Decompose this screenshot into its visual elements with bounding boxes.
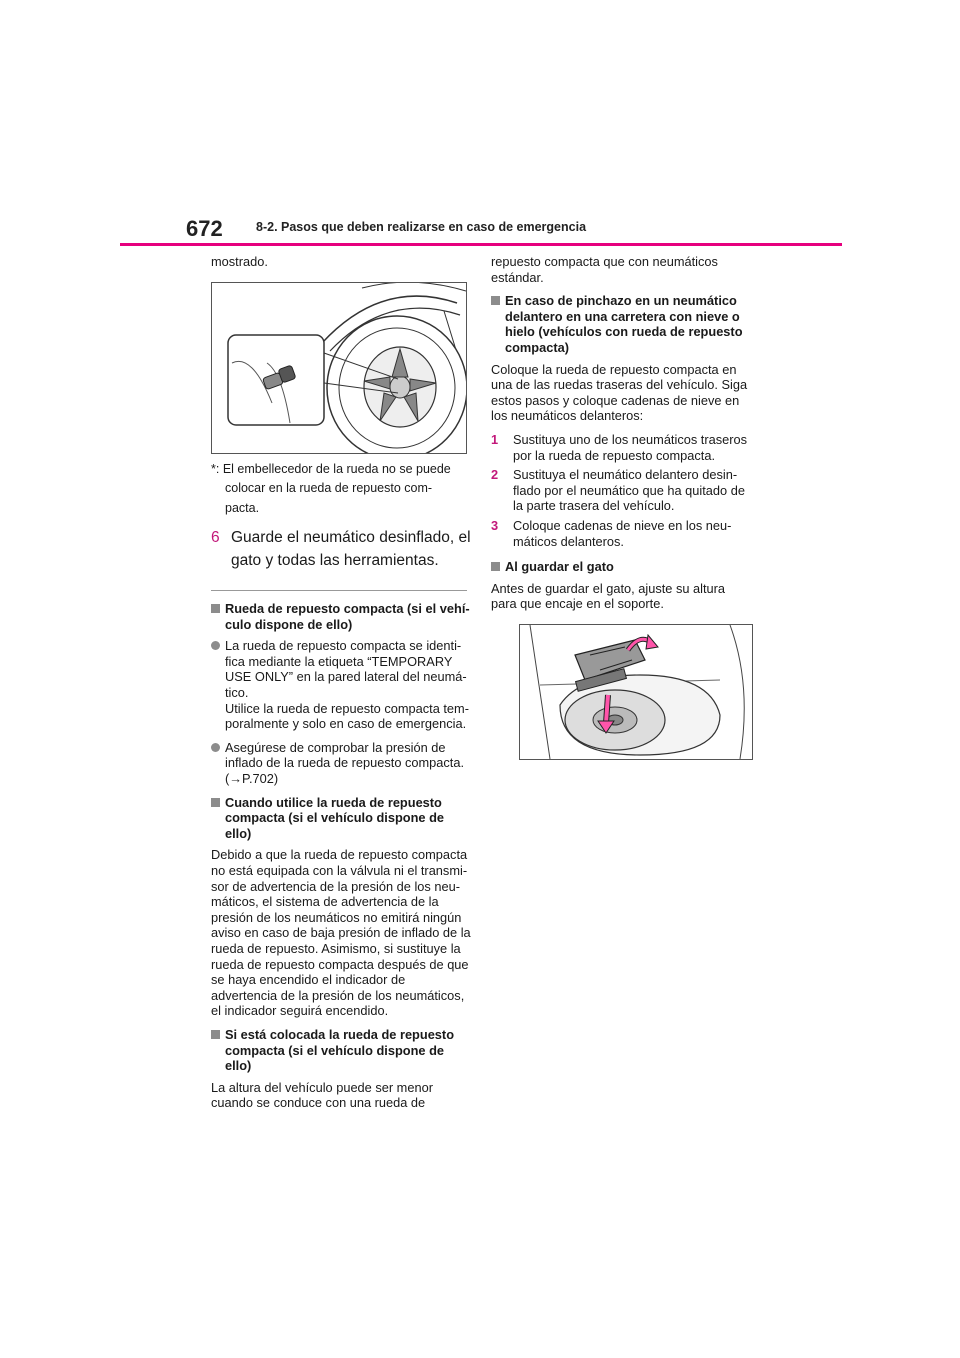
square-bullet-icon <box>211 604 220 613</box>
numbered-step <box>491 432 753 463</box>
bullet-text: Utilice la rueda de repuesto compacta tem-poralmente y solo en caso de emergencia. <box>225 700 469 732</box>
subheading-text: Rueda de repuesto compacta (si el vehí-culo dispone de ello) <box>225 601 470 632</box>
right-column <box>491 254 753 766</box>
square-bullet-icon <box>491 562 500 571</box>
left-column <box>211 254 473 1119</box>
wheel-illustration-icon <box>212 283 466 453</box>
step-number: 6 <box>211 529 220 547</box>
subheading-storing-jack <box>491 559 753 575</box>
step-text: Coloque cadenas de nieve en los neu-máticos delanteros. <box>513 517 732 549</box>
wheel-figure <box>211 282 467 454</box>
paragraph: repuesto compacta que con neumáticos estándar. <box>491 254 718 285</box>
subheading-text: En caso de pinchazo en un neumático delantero en una carretera con nieve o hielo (vehículos con rueda de repuesto compacta) <box>505 293 743 355</box>
footnote-mark: *: <box>211 461 220 476</box>
step-text: Sustituya uno de los neumáticos traseros por la rueda de repuesto compacta. <box>513 431 748 463</box>
subheading-text: Si está colocada la rueda de repuesto compacta (si el vehículo dispone de ello) <box>225 1026 455 1074</box>
header-rule <box>120 243 842 246</box>
bullet-text: Asegúrese de comprobar la presión de inflado de la rueda de repuesto compacta. (→P.702) <box>225 739 465 787</box>
footnote-line-3: pacta. <box>225 500 260 515</box>
intro-text: mostrado. <box>211 254 268 269</box>
paragraph: La altura del vehículo puede ser menor cuando se conduce con una rueda de <box>211 1079 433 1111</box>
step-number: 1 <box>491 431 499 447</box>
paragraph: Coloque la rueda de repuesto compacta en una de las ruedas traseras del vehículo. Siga estos pasos y coloque cadenas de nieve en los neumáticos delanteros: <box>491 361 748 424</box>
square-bullet-icon <box>491 296 500 305</box>
subheading-text: Al guardar el gato <box>505 559 614 575</box>
square-bullet-icon <box>211 798 220 807</box>
step-6 <box>211 526 473 572</box>
circle-bullet-icon <box>211 743 220 752</box>
footnote-line-1: El embellecedor de la rueda no se puede <box>222 461 451 476</box>
step-number: 3 <box>491 517 499 533</box>
footnote-line-2: colocar en la rueda de repuesto com- <box>225 481 433 496</box>
bullet-item <box>211 740 473 787</box>
numbered-step <box>491 467 753 514</box>
subheading-compact-spare <box>211 601 473 632</box>
step-number: 2 <box>491 467 499 483</box>
section-title: 8-2. Pasos que deben realizarse en caso de emergencia <box>256 220 587 234</box>
step-text: Sustituya el neumático delantero desin-flado por el neumático que ha quitado de la parte trasera del vehículo. <box>513 467 745 514</box>
square-bullet-icon <box>211 1030 220 1039</box>
bullet-text: La rueda de repuesto compacta se identi-fica mediante la etiqueta “TEMPORARY USE ONLY” en la pared lateral del neumá-tico. <box>225 638 467 701</box>
subheading-front-puncture <box>491 293 753 355</box>
paragraph: Debido a que la rueda de repuesto compacta no está equipada con la válvula ni el transmi-sor de advertencia de la presión de los neu-máticos, el sistema de advertencia de la presión de los neumáticos no emitirá ningún aviso en caso de baja presión de inflado de la rueda de repuesto. Asimismo, si sustituye la rueda de repuesto compacta después de que se haya encendido el indicador de advertencia de la presión de los neumáticos, el indicador seguirá encendido. <box>211 847 471 1019</box>
jack-figure <box>519 624 753 760</box>
paragraph: Antes de guardar el gato, ajuste su altura para que encaje en el soporte. <box>491 580 726 612</box>
step-text: Guarde el neumático desinflado, el gato y todas las herramientas. <box>231 529 471 570</box>
subheading-using-spare <box>211 795 473 842</box>
jack-illustration-icon <box>520 625 752 759</box>
page-number: 672 <box>186 216 223 241</box>
footnote <box>211 460 473 519</box>
subheading-text: Cuando utilice la rueda de repuesto compacta (si el vehículo dispone de ello) <box>225 794 445 841</box>
circle-bullet-icon <box>211 641 220 650</box>
bullet-item <box>211 638 473 732</box>
subheading-spare-installed <box>211 1027 473 1074</box>
numbered-step <box>491 518 753 549</box>
section-divider <box>211 590 467 591</box>
